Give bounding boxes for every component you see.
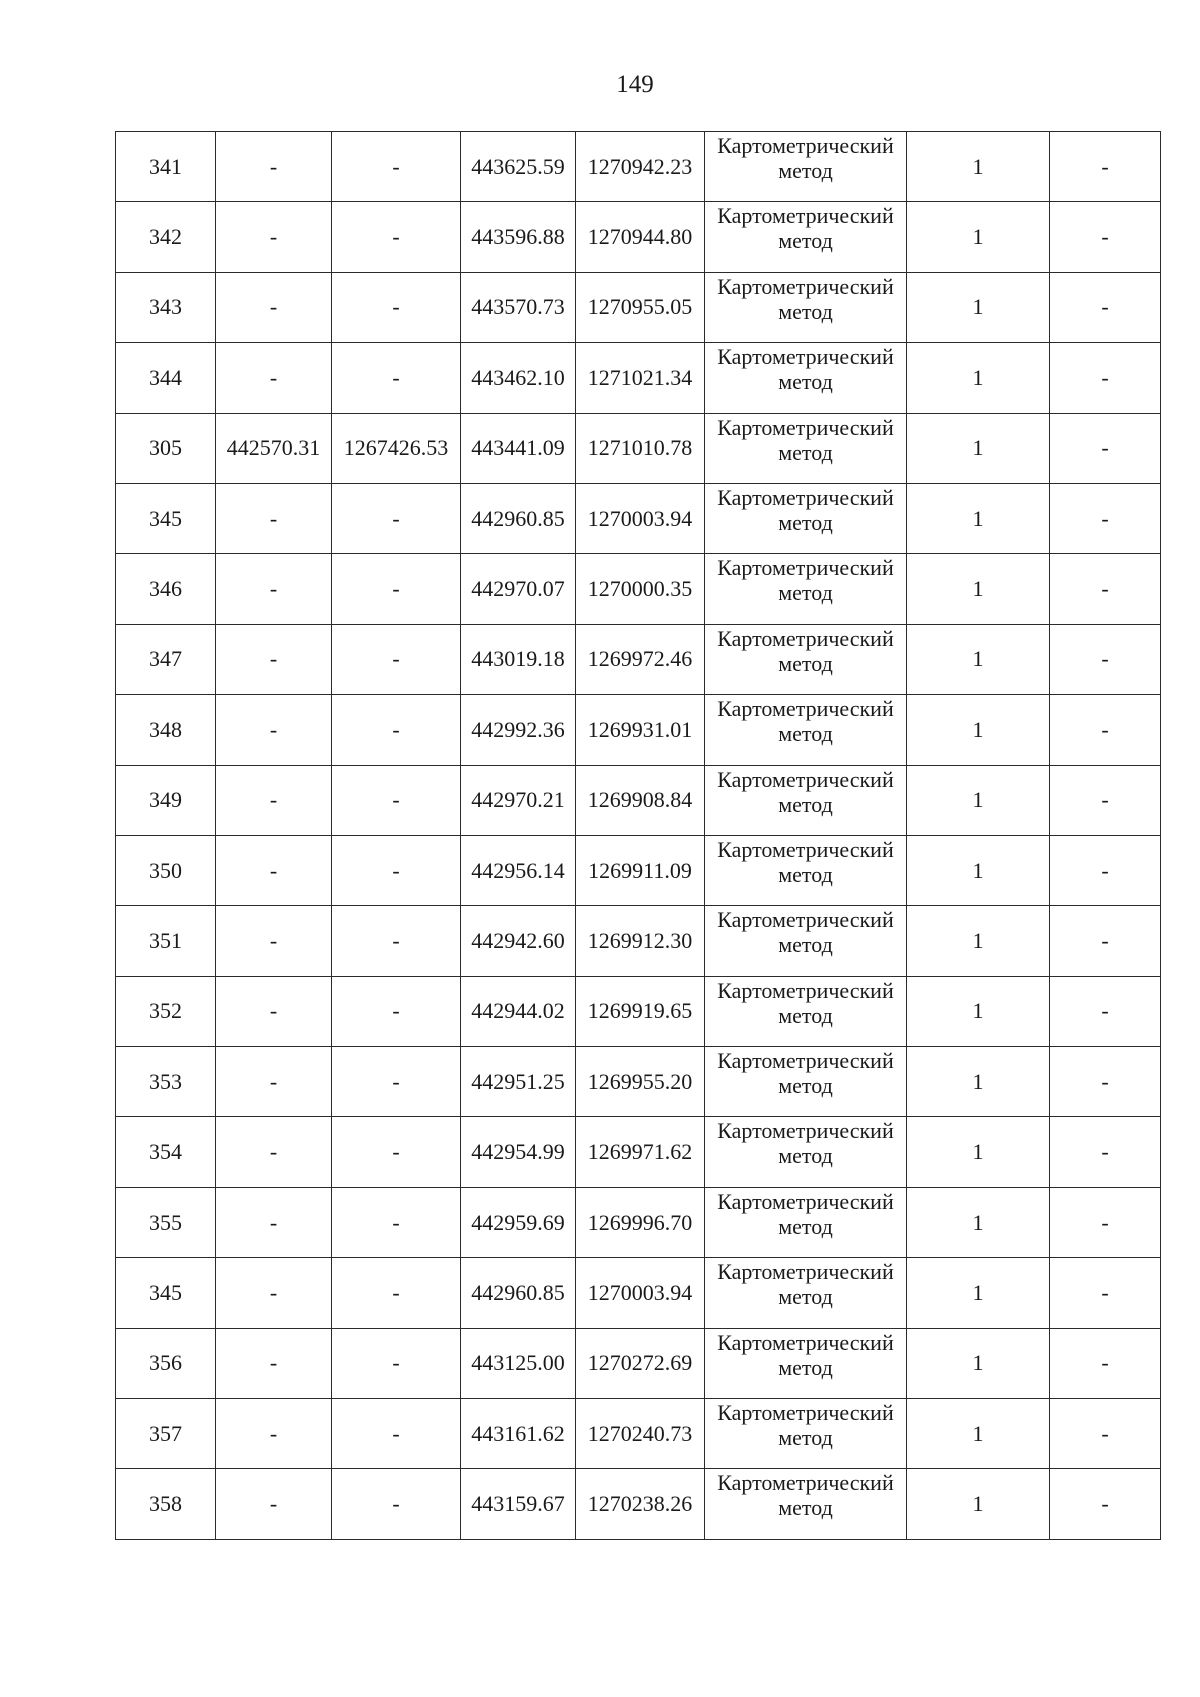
cell-note: - bbox=[1050, 343, 1161, 413]
cell-method: Картометрический метод bbox=[705, 413, 907, 483]
cell-accuracy: 1 bbox=[907, 1117, 1050, 1187]
cell-method: Картометрический метод bbox=[705, 1258, 907, 1328]
cell-old-y: - bbox=[332, 132, 461, 202]
cell-new-x: 442942.60 bbox=[461, 906, 576, 976]
cell-new-x: 442960.85 bbox=[461, 483, 576, 553]
cell-note: - bbox=[1050, 976, 1161, 1046]
cell-method: Картометрический метод bbox=[705, 835, 907, 905]
cell-note: - bbox=[1050, 1047, 1161, 1117]
cell-old-y: - bbox=[332, 1117, 461, 1187]
cell-accuracy: 1 bbox=[907, 272, 1050, 342]
cell-note: - bbox=[1050, 906, 1161, 976]
cell-old-y: - bbox=[332, 1399, 461, 1469]
table-row bbox=[116, 1399, 1161, 1469]
table-row bbox=[116, 835, 1161, 905]
cell-method: Картометрический метод bbox=[705, 1328, 907, 1398]
cell-new-x: 442956.14 bbox=[461, 835, 576, 905]
table-row bbox=[116, 343, 1161, 413]
cell-method: Картометрический метод bbox=[705, 765, 907, 835]
cell-new-x: 442960.85 bbox=[461, 1258, 576, 1328]
cell-method: Картометрический метод bbox=[705, 202, 907, 272]
cell-point: 349 bbox=[116, 765, 216, 835]
cell-old-x: - bbox=[216, 765, 332, 835]
cell-new-y: 1270003.94 bbox=[576, 483, 705, 553]
cell-method: Картометрический метод bbox=[705, 132, 907, 202]
cell-method: Картометрический метод bbox=[705, 1399, 907, 1469]
cell-old-y: - bbox=[332, 554, 461, 624]
cell-new-y: 1270942.23 bbox=[576, 132, 705, 202]
cell-new-y: 1269911.09 bbox=[576, 835, 705, 905]
table-row bbox=[116, 1469, 1161, 1539]
cell-old-y: 1267426.53 bbox=[332, 413, 461, 483]
cell-note: - bbox=[1050, 132, 1161, 202]
cell-new-x: 443159.67 bbox=[461, 1469, 576, 1539]
cell-new-x: 443625.59 bbox=[461, 132, 576, 202]
table-row bbox=[116, 765, 1161, 835]
cell-point: 348 bbox=[116, 695, 216, 765]
cell-new-x: 443462.10 bbox=[461, 343, 576, 413]
cell-method: Картометрический метод bbox=[705, 1047, 907, 1117]
cell-accuracy: 1 bbox=[907, 483, 1050, 553]
cell-note: - bbox=[1050, 1328, 1161, 1398]
cell-accuracy: 1 bbox=[907, 765, 1050, 835]
cell-point: 356 bbox=[116, 1328, 216, 1398]
cell-point: 350 bbox=[116, 835, 216, 905]
cell-old-x: - bbox=[216, 483, 332, 553]
cell-accuracy: 1 bbox=[907, 906, 1050, 976]
cell-old-x: - bbox=[216, 1047, 332, 1117]
cell-point: 355 bbox=[116, 1187, 216, 1257]
cell-method: Картометрический метод bbox=[705, 343, 907, 413]
table-row bbox=[116, 695, 1161, 765]
cell-point: 352 bbox=[116, 976, 216, 1046]
cell-new-x: 443596.88 bbox=[461, 202, 576, 272]
cell-new-y: 1270272.69 bbox=[576, 1328, 705, 1398]
cell-new-x: 442970.07 bbox=[461, 554, 576, 624]
table-row bbox=[116, 1117, 1161, 1187]
cell-method: Картометрический метод bbox=[705, 1469, 907, 1539]
cell-old-x: - bbox=[216, 554, 332, 624]
cell-method: Картометрический метод bbox=[705, 1117, 907, 1187]
cell-old-y: - bbox=[332, 1258, 461, 1328]
cell-note: - bbox=[1050, 765, 1161, 835]
cell-point: 344 bbox=[116, 343, 216, 413]
cell-new-y: 1269908.84 bbox=[576, 765, 705, 835]
cell-new-x: 443441.09 bbox=[461, 413, 576, 483]
cell-new-y: 1269919.65 bbox=[576, 976, 705, 1046]
cell-accuracy: 1 bbox=[907, 1047, 1050, 1117]
cell-new-y: 1270000.35 bbox=[576, 554, 705, 624]
cell-new-x: 443125.00 bbox=[461, 1328, 576, 1398]
cell-old-x: - bbox=[216, 1117, 332, 1187]
cell-point: 358 bbox=[116, 1469, 216, 1539]
cell-old-y: - bbox=[332, 1469, 461, 1539]
cell-new-y: 1269972.46 bbox=[576, 624, 705, 694]
cell-point: 342 bbox=[116, 202, 216, 272]
cell-old-y: - bbox=[332, 624, 461, 694]
table-row bbox=[116, 483, 1161, 553]
cell-note: - bbox=[1050, 1399, 1161, 1469]
cell-new-y: 1269912.30 bbox=[576, 906, 705, 976]
cell-new-y: 1270003.94 bbox=[576, 1258, 705, 1328]
table-row bbox=[116, 624, 1161, 694]
cell-method: Картометрический метод bbox=[705, 483, 907, 553]
cell-old-y: - bbox=[332, 202, 461, 272]
cell-point: 305 bbox=[116, 413, 216, 483]
cell-note: - bbox=[1050, 1258, 1161, 1328]
cell-method: Картометрический метод bbox=[705, 624, 907, 694]
cell-old-x: - bbox=[216, 343, 332, 413]
cell-accuracy: 1 bbox=[907, 343, 1050, 413]
table-row bbox=[116, 554, 1161, 624]
cell-new-y: 1270955.05 bbox=[576, 272, 705, 342]
table-body bbox=[116, 132, 1161, 1540]
table-row bbox=[116, 413, 1161, 483]
cell-accuracy: 1 bbox=[907, 695, 1050, 765]
cell-new-x: 442959.69 bbox=[461, 1187, 576, 1257]
table-row bbox=[116, 1258, 1161, 1328]
cell-note: - bbox=[1050, 1117, 1161, 1187]
cell-point: 353 bbox=[116, 1047, 216, 1117]
cell-new-y: 1271021.34 bbox=[576, 343, 705, 413]
cell-old-y: - bbox=[332, 483, 461, 553]
cell-accuracy: 1 bbox=[907, 202, 1050, 272]
cell-new-x: 443161.62 bbox=[461, 1399, 576, 1469]
cell-note: - bbox=[1050, 483, 1161, 553]
cell-accuracy: 1 bbox=[907, 413, 1050, 483]
cell-old-x: - bbox=[216, 1469, 332, 1539]
cell-old-x: - bbox=[216, 976, 332, 1046]
cell-new-x: 442954.99 bbox=[461, 1117, 576, 1187]
cell-note: - bbox=[1050, 413, 1161, 483]
coordinates-table bbox=[115, 131, 1161, 1540]
cell-new-y: 1269971.62 bbox=[576, 1117, 705, 1187]
page-number: 149 bbox=[616, 71, 654, 98]
cell-point: 347 bbox=[116, 624, 216, 694]
cell-accuracy: 1 bbox=[907, 1328, 1050, 1398]
cell-new-x: 443570.73 bbox=[461, 272, 576, 342]
cell-old-x: - bbox=[216, 695, 332, 765]
cell-method: Картометрический метод bbox=[705, 554, 907, 624]
cell-method: Картометрический метод bbox=[705, 1187, 907, 1257]
cell-accuracy: 1 bbox=[907, 1469, 1050, 1539]
cell-accuracy: 1 bbox=[907, 835, 1050, 905]
cell-old-y: - bbox=[332, 1047, 461, 1117]
cell-note: - bbox=[1050, 1187, 1161, 1257]
cell-old-x: - bbox=[216, 1258, 332, 1328]
cell-point: 357 bbox=[116, 1399, 216, 1469]
cell-new-y: 1270944.80 bbox=[576, 202, 705, 272]
cell-accuracy: 1 bbox=[907, 1258, 1050, 1328]
cell-old-y: - bbox=[332, 695, 461, 765]
cell-note: - bbox=[1050, 624, 1161, 694]
cell-point: 345 bbox=[116, 483, 216, 553]
cell-old-x: 442570.31 bbox=[216, 413, 332, 483]
cell-new-y: 1270240.73 bbox=[576, 1399, 705, 1469]
cell-accuracy: 1 bbox=[907, 1187, 1050, 1257]
cell-note: - bbox=[1050, 695, 1161, 765]
cell-method: Картометрический метод bbox=[705, 272, 907, 342]
cell-new-y: 1271010.78 bbox=[576, 413, 705, 483]
cell-accuracy: 1 bbox=[907, 132, 1050, 202]
cell-old-x: - bbox=[216, 1187, 332, 1257]
cell-accuracy: 1 bbox=[907, 976, 1050, 1046]
table-row bbox=[116, 976, 1161, 1046]
cell-old-y: - bbox=[332, 906, 461, 976]
cell-old-x: - bbox=[216, 132, 332, 202]
cell-point: 351 bbox=[116, 906, 216, 976]
cell-old-y: - bbox=[332, 1328, 461, 1398]
cell-new-y: 1270238.26 bbox=[576, 1469, 705, 1539]
table-row bbox=[116, 1328, 1161, 1398]
cell-method: Картометрический метод bbox=[705, 695, 907, 765]
cell-new-y: 1269996.70 bbox=[576, 1187, 705, 1257]
cell-old-x: - bbox=[216, 906, 332, 976]
table-row bbox=[116, 1187, 1161, 1257]
cell-old-x: - bbox=[216, 624, 332, 694]
cell-note: - bbox=[1050, 554, 1161, 624]
cell-point: 346 bbox=[116, 554, 216, 624]
table-row bbox=[116, 906, 1161, 976]
cell-old-y: - bbox=[332, 765, 461, 835]
cell-new-x: 442944.02 bbox=[461, 976, 576, 1046]
cell-old-y: - bbox=[332, 835, 461, 905]
cell-old-y: - bbox=[332, 272, 461, 342]
cell-accuracy: 1 bbox=[907, 554, 1050, 624]
cell-new-x: 443019.18 bbox=[461, 624, 576, 694]
cell-old-y: - bbox=[332, 1187, 461, 1257]
cell-old-x: - bbox=[216, 835, 332, 905]
cell-note: - bbox=[1050, 202, 1161, 272]
cell-accuracy: 1 bbox=[907, 1399, 1050, 1469]
cell-old-x: - bbox=[216, 1399, 332, 1469]
cell-point: 354 bbox=[116, 1117, 216, 1187]
cell-note: - bbox=[1050, 272, 1161, 342]
cell-note: - bbox=[1050, 1469, 1161, 1539]
cell-new-x: 442951.25 bbox=[461, 1047, 576, 1117]
table-row bbox=[116, 132, 1161, 202]
cell-old-x: - bbox=[216, 1328, 332, 1398]
cell-new-x: 442992.36 bbox=[461, 695, 576, 765]
cell-old-x: - bbox=[216, 272, 332, 342]
cell-method: Картометрический метод bbox=[705, 906, 907, 976]
cell-point: 341 bbox=[116, 132, 216, 202]
table-row bbox=[116, 1047, 1161, 1117]
cell-accuracy: 1 bbox=[907, 624, 1050, 694]
cell-point: 343 bbox=[116, 272, 216, 342]
cell-new-x: 442970.21 bbox=[461, 765, 576, 835]
cell-new-y: 1269931.01 bbox=[576, 695, 705, 765]
cell-new-y: 1269955.20 bbox=[576, 1047, 705, 1117]
cell-method: Картометрический метод bbox=[705, 976, 907, 1046]
table-row bbox=[116, 272, 1161, 342]
cell-old-x: - bbox=[216, 202, 332, 272]
cell-point: 345 bbox=[116, 1258, 216, 1328]
cell-old-y: - bbox=[332, 976, 461, 1046]
cell-note: - bbox=[1050, 835, 1161, 905]
table-row bbox=[116, 202, 1161, 272]
cell-old-y: - bbox=[332, 343, 461, 413]
